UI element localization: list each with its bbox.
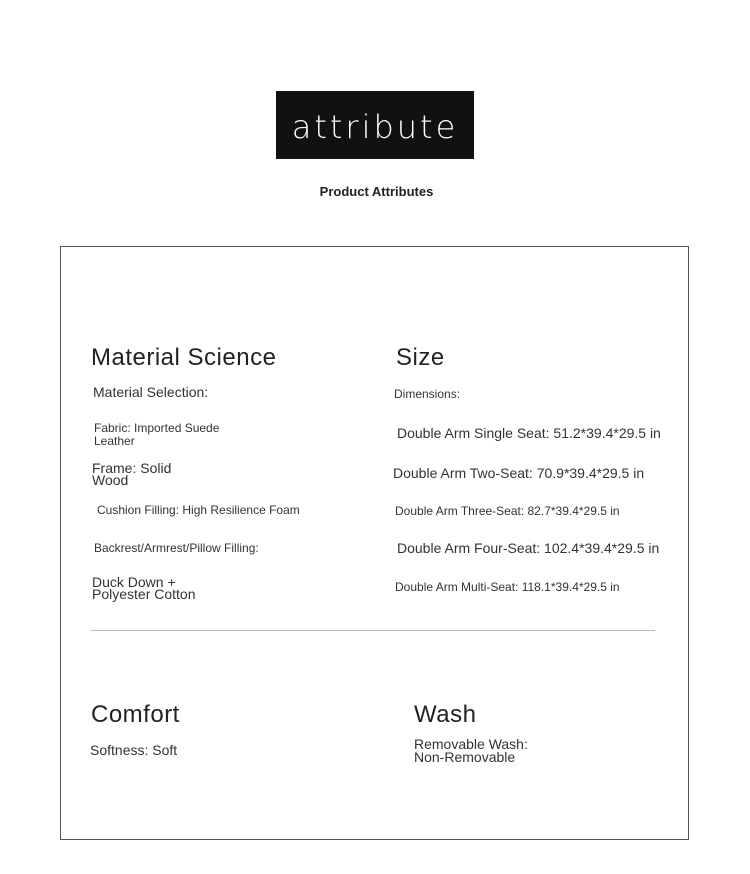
single-seat-dimensions: Double Arm Single Seat: 51.2*39.4*29.5 in xyxy=(397,425,661,441)
section-divider xyxy=(91,630,655,631)
two-seat-dimensions: Double Arm Two-Seat: 70.9*39.4*29.5 in xyxy=(393,465,645,481)
material-heading: Material Science xyxy=(91,344,277,371)
removable-wash-line1: Removable Wash: xyxy=(414,736,528,752)
duck-down-line2: Polyester Cotton xyxy=(92,586,196,602)
fabric-text-line1: Fabric: Imported Suede xyxy=(94,421,220,435)
cushion-filling-text: Cushion Filling: High Resilience Foam xyxy=(97,503,300,517)
dimensions-label: Dimensions: xyxy=(394,387,461,401)
softness-text: Softness: Soft xyxy=(90,742,178,758)
multi-seat-dimensions: Double Arm Multi-Seat: 118.1*39.4*29.5 in xyxy=(395,580,620,594)
frame-text-line2: Wood xyxy=(92,472,129,488)
fabric-text-line2: Leather xyxy=(94,434,135,448)
page-subtitle: Product Attributes xyxy=(319,184,434,199)
removable-wash-line2: Non-Removable xyxy=(414,749,516,765)
wash-heading: Wash xyxy=(414,701,477,728)
backrest-filling-text: Backrest/Armrest/Pillow Filling: xyxy=(94,541,259,555)
logo-text: attribute xyxy=(291,108,459,146)
duck-down-line1: Duck Down + xyxy=(92,574,176,590)
material-selection-label: Material Selection: xyxy=(93,384,209,400)
brand-logo xyxy=(276,91,474,159)
four-seat-dimensions: Double Arm Four-Seat: 102.4*39.4*29.5 in xyxy=(397,540,660,556)
three-seat-dimensions: Double Arm Three-Seat: 82.7*39.4*29.5 in xyxy=(395,504,620,518)
frame-text-line1: Frame: Solid xyxy=(92,460,172,476)
size-heading: Size xyxy=(396,344,445,371)
comfort-heading: Comfort xyxy=(91,701,180,728)
